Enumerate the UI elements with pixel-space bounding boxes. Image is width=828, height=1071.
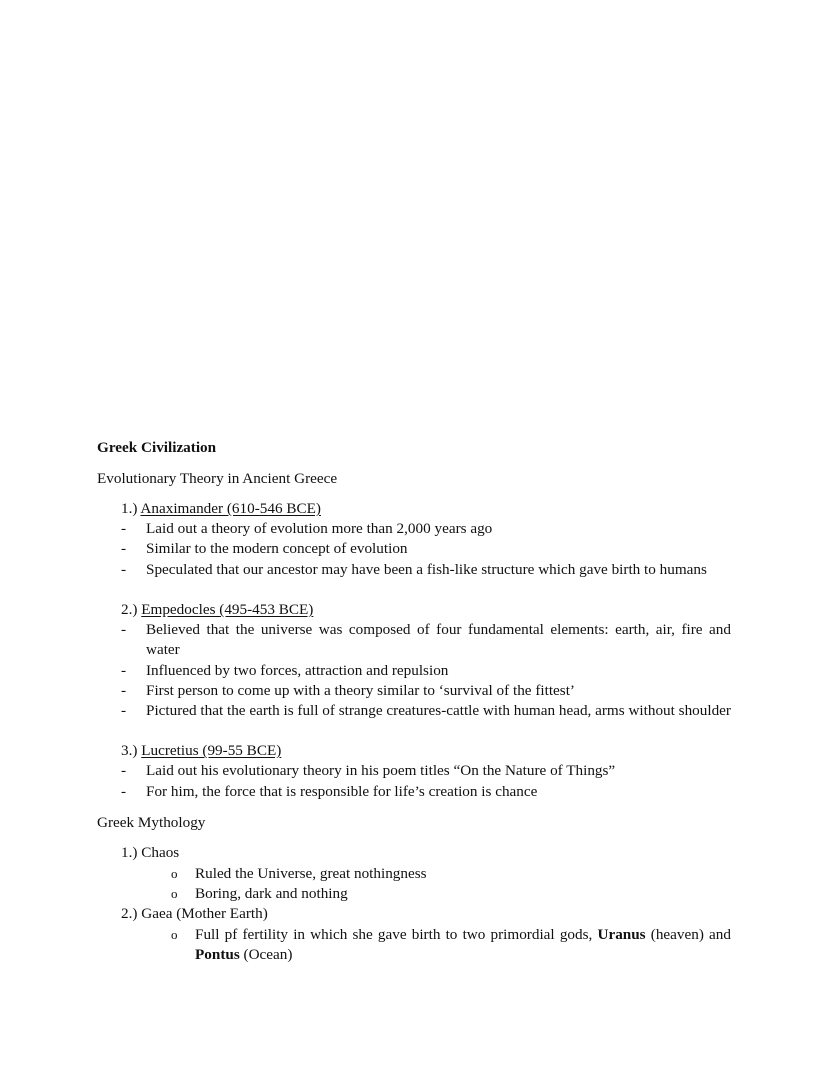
text-segment: (Ocean) bbox=[239, 946, 293, 963]
list-point: Similar to the modern concept of evolution bbox=[146, 540, 408, 557]
item-name: Chaos bbox=[141, 844, 180, 861]
list-item-anaximander bbox=[121, 499, 321, 519]
sub-point: Ruled the Universe, great nothingness bbox=[195, 865, 427, 882]
list-item-empedocles bbox=[121, 600, 313, 620]
item-number: 2.) bbox=[121, 601, 138, 618]
dash-marker: - bbox=[121, 520, 127, 537]
dash-marker: - bbox=[121, 783, 127, 800]
list-point: Laid out his evolutionary theory in his poem titles “On the Nature of Things” bbox=[146, 762, 616, 779]
list-point: Believed that the universe was composed of four fundamental elements: earth, air, fire and water bbox=[146, 621, 731, 658]
list-point: Pictured that the earth is full of strange creatures-cattle with human head, arms without shoulder bbox=[146, 702, 731, 719]
text-segment: (heaven) and bbox=[645, 926, 731, 943]
item-number: 2.) bbox=[121, 905, 138, 922]
sub-point: Boring, dark and nothing bbox=[195, 885, 348, 902]
item-name: Gaea (Mother Earth) bbox=[141, 905, 268, 922]
section-heading-evolutionary-theory: Evolutionary Theory in Ancient Greece bbox=[97, 470, 338, 487]
text-segment: Full pf fertility in which she gave birth to two primordial gods, bbox=[195, 926, 598, 943]
list-point: For him, the force that is responsible for life’s creation is chance bbox=[146, 783, 538, 800]
item-name: Empedocles (495-453 BCE) bbox=[141, 601, 314, 618]
dash-marker: - bbox=[121, 702, 127, 719]
sub-point-gaea bbox=[195, 925, 731, 965]
dash-marker: - bbox=[121, 561, 127, 578]
section-heading-greek-mythology: Greek Mythology bbox=[97, 814, 206, 831]
dash-marker: - bbox=[121, 621, 127, 638]
bullet-marker: o bbox=[171, 927, 178, 942]
list-item-gaea bbox=[121, 904, 268, 924]
item-number: 1.) bbox=[121, 500, 138, 517]
item-name: Anaximander (610-546 BCE) bbox=[140, 500, 321, 517]
item-number: 3.) bbox=[121, 742, 138, 759]
list-item-lucretius bbox=[121, 741, 281, 761]
name-uranus: Uranus bbox=[597, 926, 646, 943]
dash-marker: - bbox=[121, 682, 127, 699]
bullet-marker: o bbox=[171, 886, 178, 901]
item-name: Lucretius (99-55 BCE) bbox=[141, 742, 282, 759]
item-number: 1.) bbox=[121, 844, 138, 861]
list-point: Speculated that our ancestor may have been a fish-like structure which gave birth to humans bbox=[146, 561, 707, 578]
bullet-marker: o bbox=[171, 866, 178, 881]
dash-marker: - bbox=[121, 540, 127, 557]
list-point: Influenced by two forces, attraction and repulsion bbox=[146, 662, 449, 679]
dash-marker: - bbox=[121, 662, 127, 679]
dash-marker: - bbox=[121, 762, 127, 779]
list-point: First person to come up with a theory similar to ‘survival of the fittest’ bbox=[146, 682, 575, 699]
list-item-chaos bbox=[121, 843, 179, 863]
name-pontus: Pontus bbox=[195, 946, 240, 963]
document-title: Greek Civilization bbox=[97, 439, 217, 456]
list-point: Laid out a theory of evolution more than 2,000 years ago bbox=[146, 520, 493, 537]
